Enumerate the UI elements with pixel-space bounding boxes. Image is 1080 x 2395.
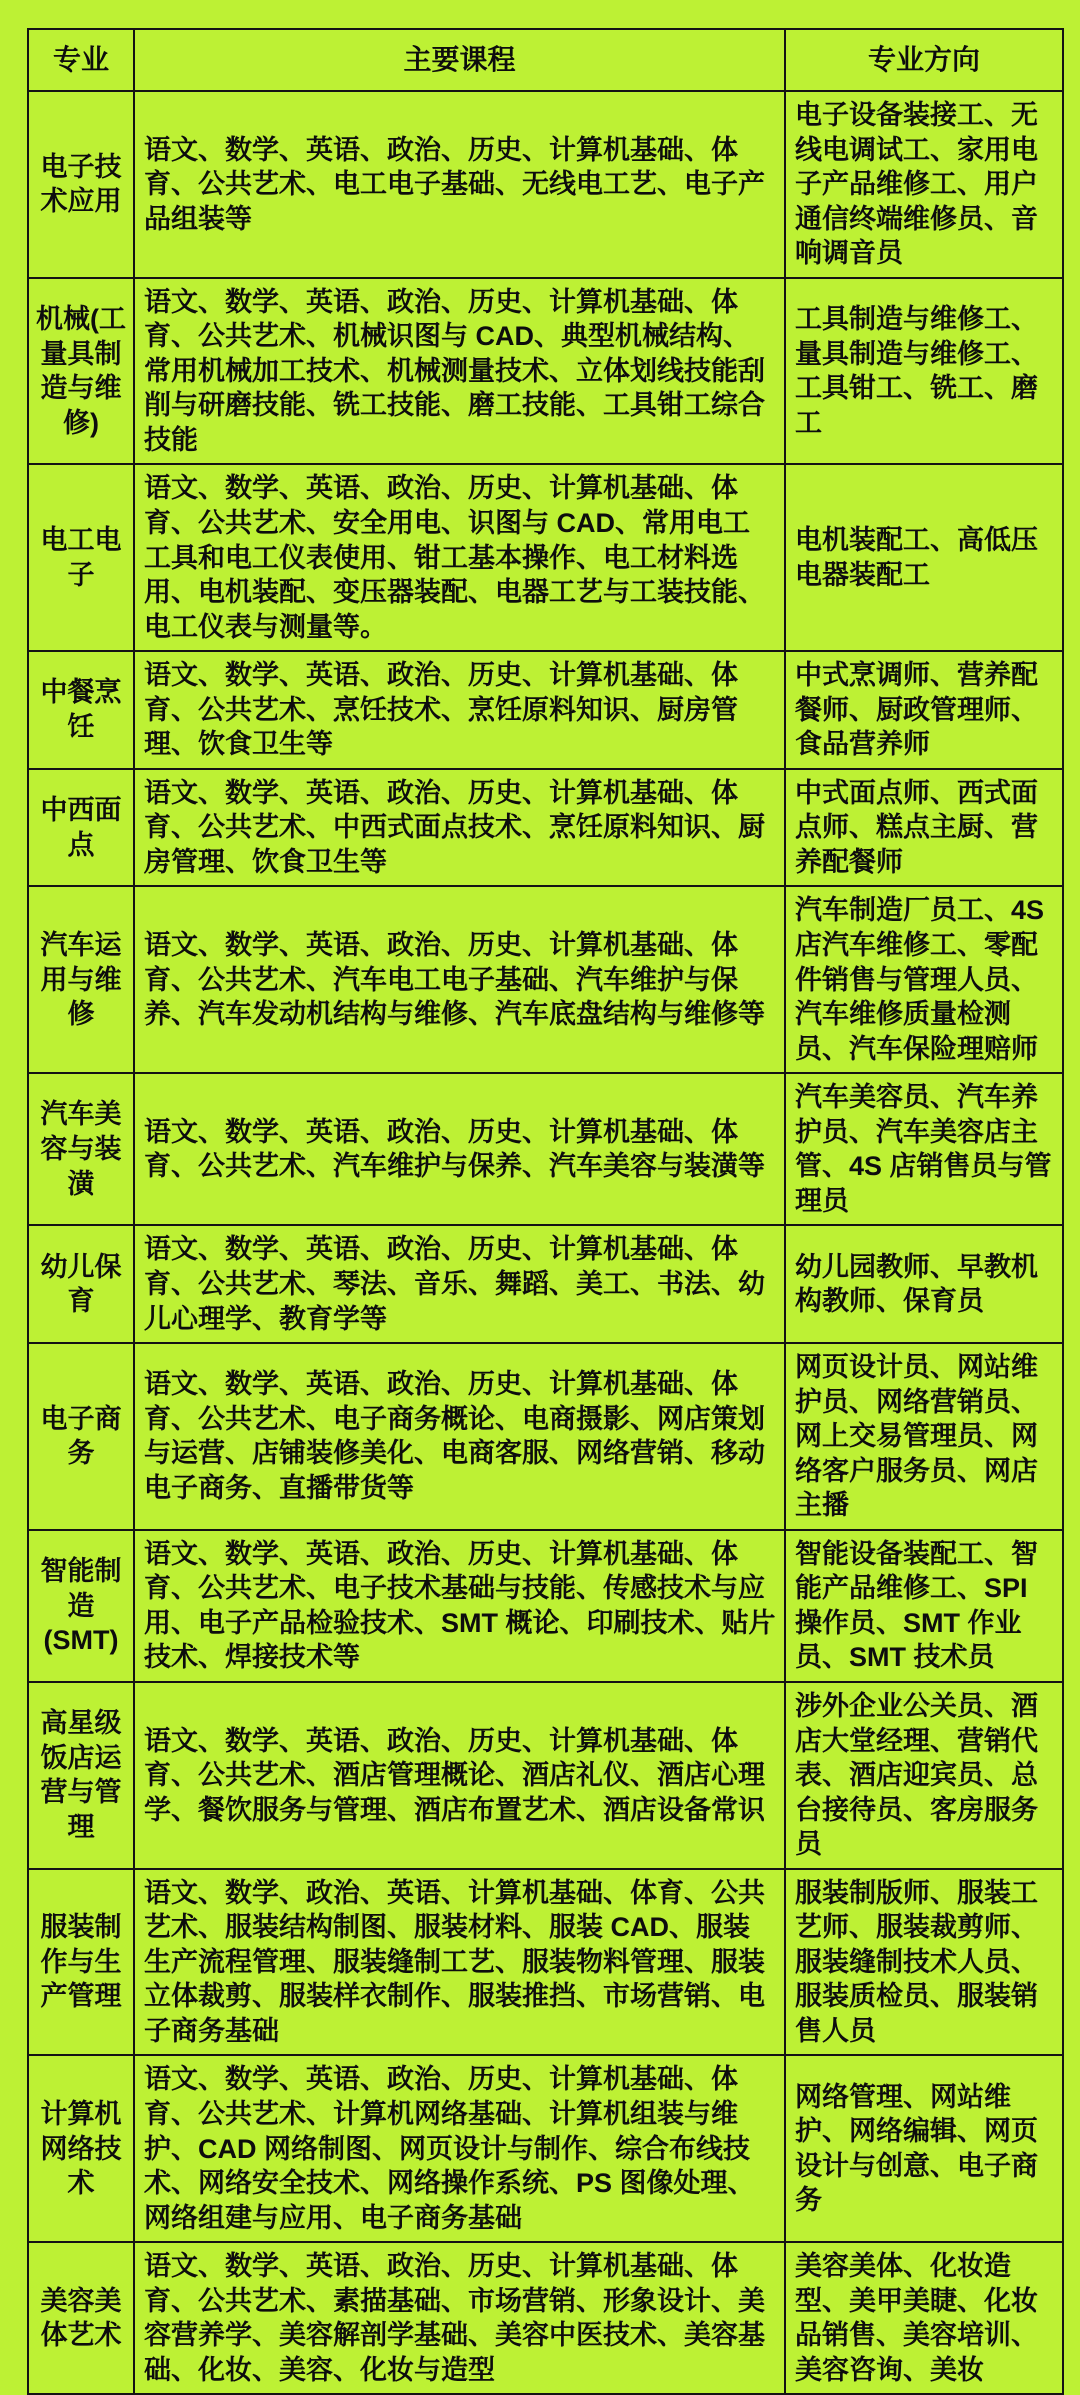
major-cell: 高星级饭店运营与管理	[28, 1682, 134, 1869]
major-cell: 幼儿保育	[28, 1225, 134, 1343]
major-cell: 计算机网络技术	[28, 2055, 134, 2242]
table-row	[28, 1682, 1063, 1869]
courses-cell: 语文、数学、英语、政治、历史、计算机基础、体育、公共艺术、烹饪技术、烹饪原料知识、厨房管理、饮食卫生等	[134, 651, 785, 769]
directions-cell: 中式烹调师、营养配餐师、厨政管理师、食品营养师	[785, 651, 1063, 769]
directions-cell: 涉外企业公关员、酒店大堂经理、营销代表、酒店迎宾员、总台接待员、客房服务员	[785, 1682, 1063, 1869]
directions-cell: 服装制版师、服装工艺师、服装裁剪师、服装缝制技术人员、服装质检员、服装销售人员	[785, 1869, 1063, 2056]
major-cell: 汽车运用与维修	[28, 886, 134, 1073]
major-cell: 中西面点	[28, 769, 134, 887]
courses-cell: 语文、数学、英语、政治、历史、计算机基础、体育、公共艺术、机械识图与 CAD、典型机械结构、常用机械加工技术、机械测量技术、立体划线技能刮削与研磨技能、铣工技能、磨工技能、工具钳工综合技能	[134, 278, 785, 465]
major-cell: 美容美体艺术	[28, 2242, 134, 2394]
courses-cell: 语文、数学、英语、政治、历史、计算机基础、体育、公共艺术、电子技术基础与技能、传感技术与应用、电子产品检验技术、SMT 概论、印刷技术、贴片技术、焊接技术等	[134, 1530, 785, 1682]
major-cell: 汽车美容与装潢	[28, 1073, 134, 1225]
table-row	[28, 886, 1063, 1073]
courses-cell: 语文、数学、政治、英语、计算机基础、体育、公共艺术、服装结构制图、服装材料、服装 CAD、服装生产流程管理、服装缝制工艺、服装物料管理、服装立体裁剪、服装样衣制作、服装推挡、市场营销、电子商务基础	[134, 1869, 785, 2056]
courses-cell: 语文、数学、英语、政治、历史、计算机基础、体育、公共艺术、安全用电、识图与 CAD、常用电工工具和电工仪表使用、钳工基本操作、电工材料选用、电机装配、变压器装配、电器工艺与工装技能、电工仪表与测量等。	[134, 464, 785, 651]
directions-cell: 网页设计员、网站维护员、网络营销员、网上交易管理员、网络客户服务员、网店主播	[785, 1343, 1063, 1530]
table-row	[28, 1225, 1063, 1343]
table-row	[28, 2055, 1063, 2242]
major-cell: 电工电子	[28, 464, 134, 651]
table-header-row	[28, 29, 1063, 91]
table-row	[28, 1530, 1063, 1682]
major-cell: 中餐烹饪	[28, 651, 134, 769]
table-row	[28, 1343, 1063, 1530]
courses-cell: 语文、数学、英语、政治、历史、计算机基础、体育、公共艺术、素描基础、市场营销、形象设计、美容营养学、美容解剖学基础、美容中医技术、美容基础、化妆、美容、化妆与造型	[134, 2242, 785, 2394]
directions-cell: 网络管理、网站维护、网络编辑、网页设计与创意、电子商务	[785, 2055, 1063, 2242]
courses-cell: 语文、数学、英语、政治、历史、计算机基础、体育、公共艺术、琴法、音乐、舞蹈、美工、书法、幼儿心理学、教育学等	[134, 1225, 785, 1343]
major-cell: 电子商务	[28, 1343, 134, 1530]
table-row	[28, 91, 1063, 278]
table-row	[28, 278, 1063, 465]
directions-cell: 电子设备装接工、无线电调试工、家用电子产品维修工、用户通信终端维修员、音响调音员	[785, 91, 1063, 278]
major-cell: 智能制造(SMT)	[28, 1530, 134, 1682]
directions-cell: 智能设备装配工、智能产品维修工、SPI 操作员、SMT 作业员、SMT 技术员	[785, 1530, 1063, 1682]
header-courses: 主要课程	[134, 29, 785, 91]
courses-cell: 语文、数学、英语、政治、历史、计算机基础、体育、公共艺术、酒店管理概论、酒店礼仪、酒店心理学、餐饮服务与管理、酒店布置艺术、酒店设备常识	[134, 1682, 785, 1869]
table-row	[28, 464, 1063, 651]
table-row	[28, 1073, 1063, 1225]
directions-cell: 电机装配工、高低压电器装配工	[785, 464, 1063, 651]
directions-cell: 汽车美容员、汽车养护员、汽车美容店主管、4S 店销售员与管理员	[785, 1073, 1063, 1225]
major-cell: 机械(工量具制造与维修)	[28, 278, 134, 465]
table-row	[28, 651, 1063, 769]
table-row	[28, 1869, 1063, 2056]
header-directions: 专业方向	[785, 29, 1063, 91]
courses-cell: 语文、数学、英语、政治、历史、计算机基础、体育、公共艺术、汽车维护与保养、汽车美容与装潢等	[134, 1073, 785, 1225]
directions-cell: 美容美体、化妆造型、美甲美睫、化妆品销售、美容培训、美容咨询、美妆	[785, 2242, 1063, 2394]
major-cell: 电子技术应用	[28, 91, 134, 278]
directions-cell: 工具制造与维修工、量具制造与维修工、工具钳工、铣工、磨工	[785, 278, 1063, 465]
directions-cell: 汽车制造厂员工、4S 店汽车维修工、零配件销售与管理人员、汽车维修质量检测员、汽车保险理赔师	[785, 886, 1063, 1073]
courses-cell: 语文、数学、英语、政治、历史、计算机基础、体育、公共艺术、中西式面点技术、烹饪原料知识、厨房管理、饮食卫生等	[134, 769, 785, 887]
courses-cell: 语文、数学、英语、政治、历史、计算机基础、体育、公共艺术、电工电子基础、无线电工艺、电子产品组装等	[134, 91, 785, 278]
courses-cell: 语文、数学、英语、政治、历史、计算机基础、体育、公共艺术、计算机网络基础、计算机组装与维护、CAD 网络制图、网页设计与制作、综合布线技术、网络安全技术、网络操作系统、PS 图像处理、网络组建与应用、电子商务基础	[134, 2055, 785, 2242]
courses-cell: 语文、数学、英语、政治、历史、计算机基础、体育、公共艺术、电子商务概论、电商摄影、网店策划与运营、店铺装修美化、电商客服、网络营销、移动电子商务、直播带货等	[134, 1343, 785, 1530]
directions-cell: 中式面点师、西式面点师、糕点主厨、营养配餐师	[785, 769, 1063, 887]
header-major: 专业	[28, 29, 134, 91]
major-cell: 服装制作与生产管理	[28, 1869, 134, 2056]
majors-courses-table	[27, 28, 1064, 2395]
table-row	[28, 769, 1063, 887]
courses-cell: 语文、数学、英语、政治、历史、计算机基础、体育、公共艺术、汽车电工电子基础、汽车维护与保养、汽车发动机结构与维修、汽车底盘结构与维修等	[134, 886, 785, 1073]
directions-cell: 幼儿园教师、早教机构教师、保育员	[785, 1225, 1063, 1343]
table-row	[28, 2242, 1063, 2394]
